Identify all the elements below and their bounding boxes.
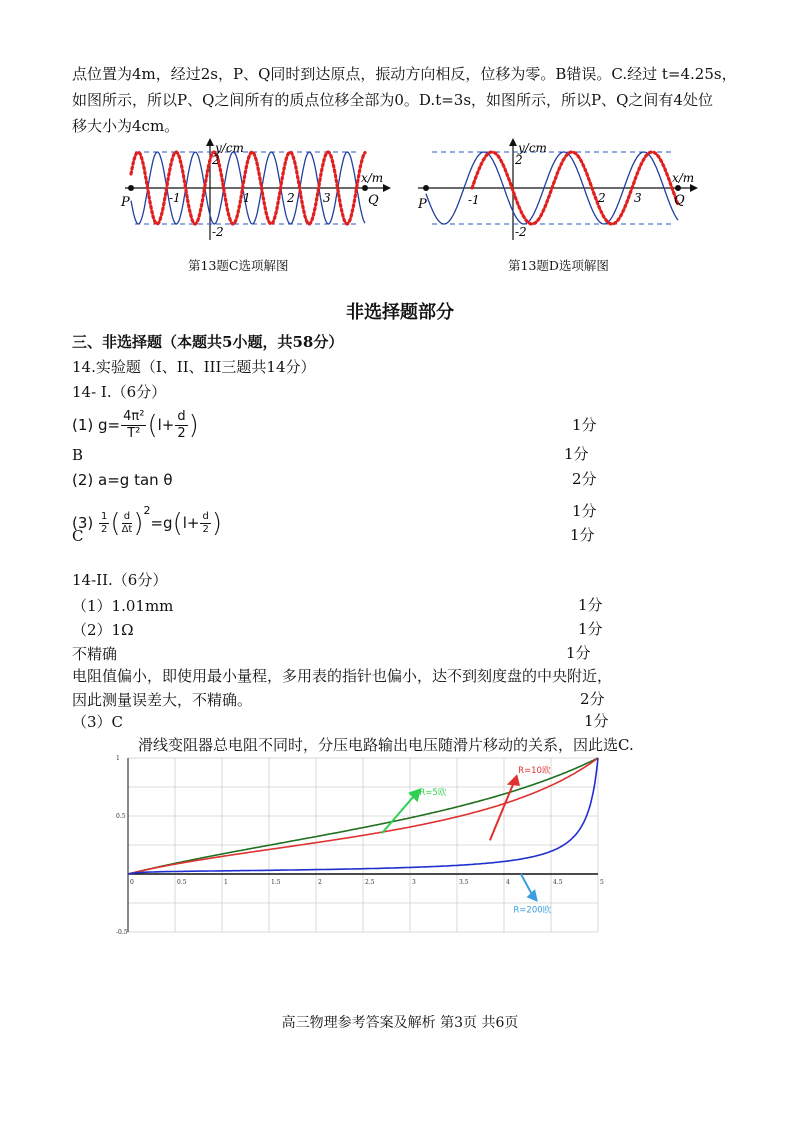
fraction-numerator: d <box>177 409 186 424</box>
fraction <box>122 511 133 536</box>
q14-heading: 14.实验题（I、II、III三题共14分） <box>72 358 316 376</box>
fraction-denominator: T² <box>127 426 141 441</box>
points-14-2-3: 1分 <box>584 712 609 730</box>
formula-term: l+ <box>182 514 200 532</box>
left-tick-y-neg2: -2 <box>212 225 224 239</box>
points-14-1-c: 1分 <box>570 526 595 544</box>
left-y-label: y/cm <box>215 141 244 155</box>
points-14-2-2: 1分 <box>578 620 603 638</box>
answer-14-2-1: （1）1.01mm <box>72 597 174 615</box>
left-tick-y-2: 2 <box>212 153 220 167</box>
y-tick-label: 1 <box>116 755 120 762</box>
left-tick-x-3: 3 <box>323 191 331 205</box>
formula-term: l+ <box>157 416 175 434</box>
right-tick-y-2: 2 <box>515 153 523 167</box>
paren-close: ) <box>188 410 199 441</box>
points-14-2-reason: 2分 <box>580 690 605 708</box>
annotation-label-r200: R=200欧 <box>513 905 552 916</box>
x-tick-label: 3 <box>412 879 416 886</box>
points-14-1-1: 1分 <box>572 416 597 434</box>
item-number: (1) <box>72 416 94 434</box>
section-title: 非选择题部分 <box>346 302 454 323</box>
fraction <box>99 511 109 536</box>
fraction-denominator: 2 <box>101 524 108 535</box>
paren-open: ( <box>147 410 158 441</box>
right-tick-x-2: 2 <box>598 191 606 205</box>
intro-line-3: 移大小为4cm。 <box>72 117 180 135</box>
answer-14-2-2: （2）1Ω <box>72 621 134 639</box>
annotation-arrow-r10 <box>490 784 514 841</box>
answer-14-1-3 <box>72 494 222 541</box>
x-tick-label: 4 <box>506 879 510 886</box>
item-number: (3) <box>72 514 94 532</box>
annotation-label-r5: R=5欧 <box>419 788 447 799</box>
left-x-label: x/m <box>361 171 384 185</box>
answer-14-2-reason-2: 因此测量误差大，不精确。 <box>72 691 253 709</box>
caption-c: 第13题C选项解图 <box>188 258 289 273</box>
y-tick-label: 0.5 <box>116 813 126 820</box>
right-q-label: Q <box>674 193 685 208</box>
caption-d: 第13题D选项解图 <box>508 258 609 273</box>
right-p-label: P <box>418 197 427 212</box>
answer-14-1-1 <box>72 408 199 443</box>
fraction-denominator: Δt <box>121 524 133 535</box>
fraction-numerator: 1 <box>101 511 108 522</box>
points-14-2-inexact: 1分 <box>566 644 591 662</box>
formula-text: a=g tan θ <box>98 471 173 489</box>
formula-rhs: =g <box>150 514 173 532</box>
paren-close: ) <box>211 508 222 539</box>
answer-14-2-inexact: 不精确 <box>72 645 118 663</box>
points-14-1-2: 2分 <box>572 470 597 488</box>
fraction <box>121 409 146 442</box>
q14-2-heading: 14-II.（6分） <box>72 571 168 589</box>
points-14-2-1: 1分 <box>578 596 603 614</box>
left-tick-x-1: 1 <box>243 191 251 205</box>
q14-1-heading: 14- I.（6分） <box>72 383 167 401</box>
fraction <box>175 409 187 442</box>
x-tick-label: 1.5 <box>271 879 281 886</box>
x-tick-label: 2 <box>318 879 322 886</box>
x-tick-label: 0.5 <box>177 879 187 886</box>
points-14-1-3: 1分 <box>572 502 597 520</box>
left-tick-x-2: 2 <box>287 191 295 205</box>
formula-lhs: g= <box>98 416 121 434</box>
x-tick-label: 0 <box>130 879 134 886</box>
part3-heading: 三、非选择题（本题共5小题，共58分） <box>72 333 344 351</box>
wave-figure-d <box>412 138 702 243</box>
intro-line-1: 点位置为4m，经过2s，P、Q同时到达原点，振动方向相反，位移为零。B错误。C.经过 t=4.25s， <box>72 65 737 83</box>
exponent: 2 <box>143 504 151 517</box>
left-q-label: Q <box>368 193 379 208</box>
points-14-1-b: 1分 <box>564 445 589 463</box>
intro-line-2: 如图所示，所以P、Q之间所有的质点位移全部为0。D.t=3s，如图所示，所以P、Q之间有4处位 <box>72 91 713 109</box>
fraction-numerator: d <box>122 511 133 524</box>
fraction-denominator: 2 <box>177 426 186 441</box>
x-tick-label: 4.5 <box>553 879 563 886</box>
x-tick-label: 5 <box>600 879 604 886</box>
fraction <box>200 511 210 536</box>
explanation-14-2-3: 滑线变阻器总电阻不同时，分压电路输出电压随滑片移动的关系，因此选C. <box>138 736 634 754</box>
annotation-arrowhead-r200 <box>527 889 538 902</box>
right-tick-x-neg1: -1 <box>468 193 480 207</box>
answer-14-1-b: B <box>72 446 84 464</box>
paren-open: ( <box>172 508 183 539</box>
divider-voltage-chart <box>110 752 610 942</box>
right-tick-y-neg2: -2 <box>515 225 527 239</box>
right-x-label: x/m <box>672 171 695 185</box>
y-tick-label: -0.5 <box>116 929 128 936</box>
fraction-numerator: d <box>202 511 209 522</box>
wave-figure-c <box>115 138 395 243</box>
fraction-denominator: 2 <box>202 524 209 535</box>
x-tick-label: 2.5 <box>365 879 375 886</box>
annotation-arrow-r200 <box>521 874 532 895</box>
page-footer: 高三物理参考答案及解析 第3页 共6页 <box>281 1015 519 1031</box>
answer-14-1-c: C <box>72 527 84 545</box>
answer-14-1-2 <box>72 468 173 492</box>
paren-close: ) <box>133 508 144 539</box>
answer-14-2-reason-1: 电阻值偏小，即使用最小量程，多用表的指针也偏小，达不到刻度盘的中央附近， <box>72 667 613 685</box>
x-tick-label: 1 <box>224 879 228 886</box>
right-y-label: y/cm <box>518 141 547 155</box>
right-tick-x-3: 3 <box>634 191 642 205</box>
answer-14-2-3: （3）C <box>72 713 124 731</box>
left-p-label: P <box>121 195 130 210</box>
left-tick-x-neg1: -1 <box>169 191 181 205</box>
x-tick-label: 3.5 <box>459 879 469 886</box>
item-number: (2) <box>72 471 94 489</box>
paren-open: ( <box>110 508 121 539</box>
fraction-numerator: 4π² <box>123 409 145 424</box>
annotation-label-r10: R=10欧 <box>518 766 551 777</box>
